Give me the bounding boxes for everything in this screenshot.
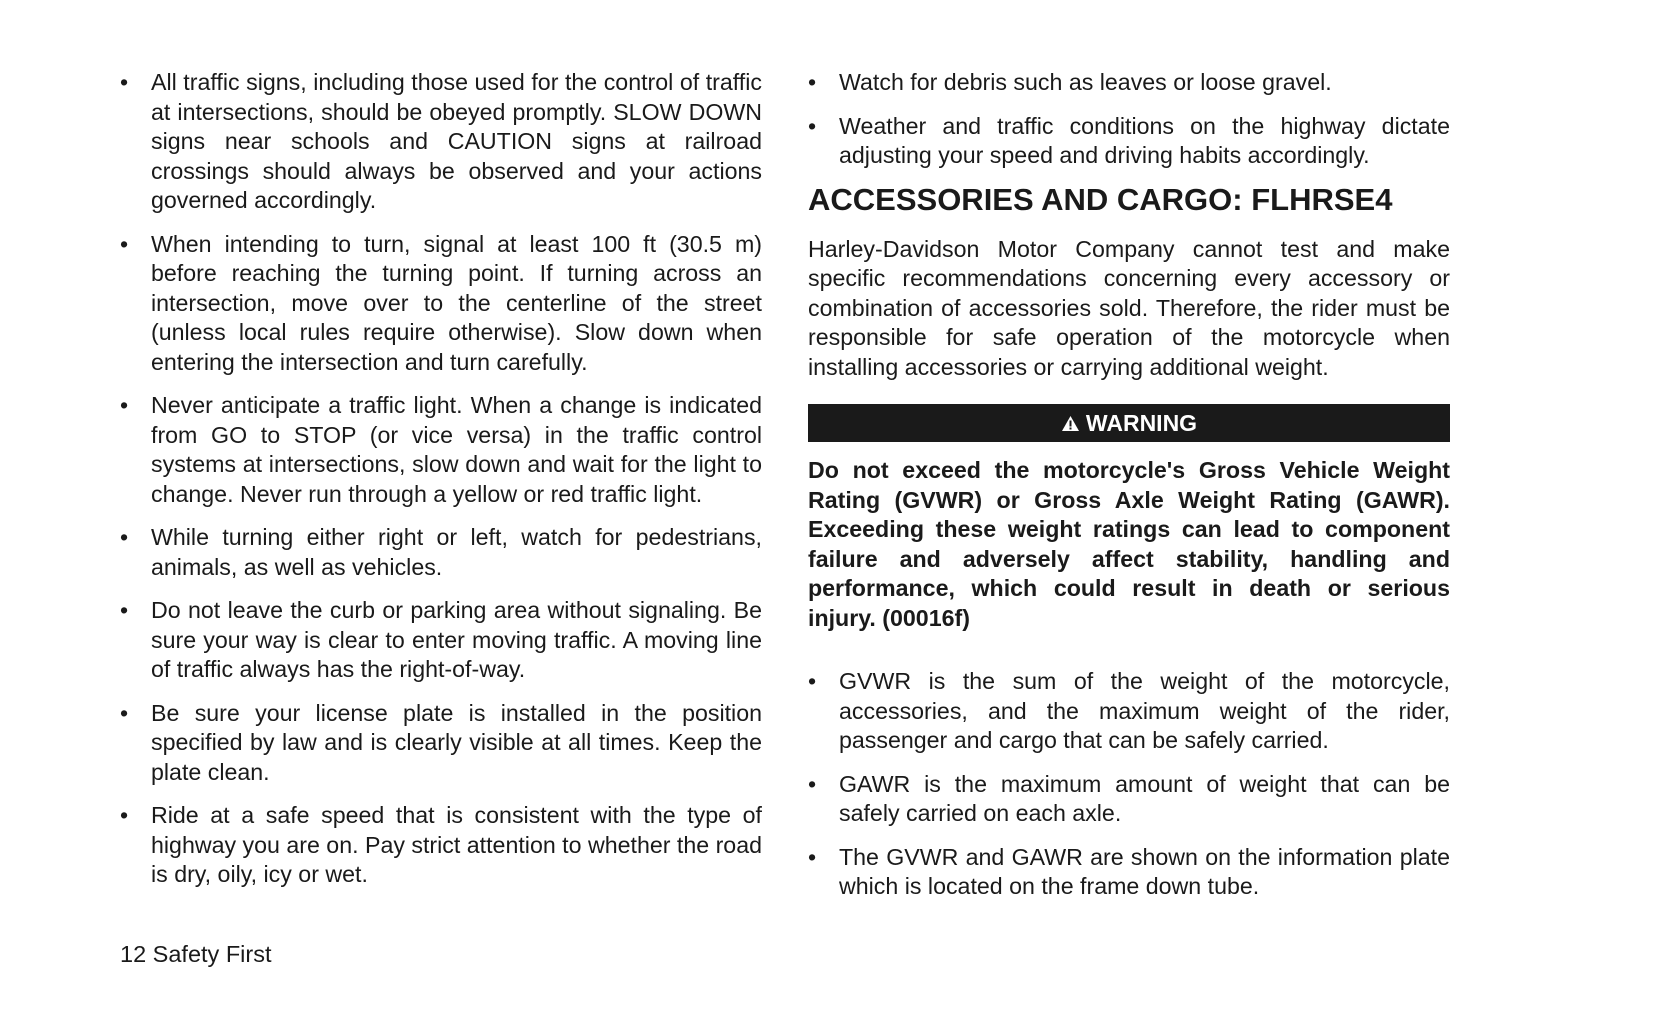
right-top-bullet-list — [808, 68, 1450, 171]
list-item — [120, 596, 762, 685]
page-footer: 12 Safety First — [120, 941, 272, 967]
list-item-text: All traffic signs, including those used for the control of traffic at intersections, should be obeyed promptly. SLOW DOWN signs near schools and CAUTION signs at railroad crossings should always be observed and your actions governed accordingly. — [151, 69, 762, 213]
list-item — [120, 801, 762, 890]
warning-text: Do not exceed the motorcycle's Gross Vehicle Weight Rating (GVWR) or Gross Axle Weight Rating (GAWR). Exceeding these weight ratings can lead to component failure and adversely affect stability, handling and performance, which could result in death or serious injury. (00016f) — [808, 457, 1450, 631]
section-heading: ACCESSORIES AND CARGO: FLHRSE4 — [808, 181, 1393, 217]
list-item-text: When intending to turn, signal at least 100 ft (30.5 m) before reaching the turning point. If turning across an intersection, move over to the centerline of the street (unless local rules require otherwise). Slow down when entering the intersection and turn carefully. — [151, 230, 762, 375]
left-column — [120, 68, 762, 904]
list-item-text: GAWR is the maximum amount of weight that can be safely carried on each axle. — [839, 770, 1450, 826]
list-item — [120, 699, 762, 788]
bullet-glyph: • — [120, 597, 129, 623]
warning-banner — [808, 404, 1450, 442]
list-item — [808, 770, 1450, 829]
left-bullet-list — [120, 68, 762, 890]
bullet-glyph: • — [120, 699, 129, 726]
bullet-glyph: • — [808, 770, 817, 797]
bullet-glyph: • — [808, 668, 817, 694]
list-item-text: Do not leave the curb or parking area without signaling. Be sure your way is clear to enter moving traffic. A moving line of traffic always has the right-of-way. — [151, 597, 762, 682]
bullet-glyph: • — [120, 802, 129, 828]
section-paragraph: Harley-Davidson Motor Company cannot test and make specific recommendations concerning every accessory or combination of accessories sold. Therefore, the rider must be responsible for safe operation of the motorcycle when installing accessories or carrying additional weight. — [808, 235, 1450, 380]
list-item — [808, 112, 1450, 171]
list-item — [808, 68, 1450, 98]
list-item-text: The GVWR and GAWR are shown on the information plate which is located on the frame down tube. — [839, 843, 1450, 899]
list-item-text: Never anticipate a traffic light. When a change is indicated from GO to STOP (or vice versa) in the traffic control systems at intersections, slow down and wait for the light to change. Never run through a yellow or red traffic light. — [151, 392, 762, 507]
right-bottom-bullet-list — [808, 667, 1450, 902]
bullet-glyph: • — [120, 392, 129, 418]
list-item — [120, 68, 762, 216]
right-column — [808, 68, 1450, 916]
bullet-glyph: • — [120, 230, 129, 257]
list-item-text: GVWR is the sum of the weight of the motorcycle, accessories, and the maximum weight of the rider, passenger and cargo that can be safely carried. — [839, 668, 1450, 753]
list-item-text: Ride at a safe speed that is consistent with the type of highway you are on. Pay strict attention to whether the road is dry, oily, icy or wet. — [151, 802, 762, 887]
bullet-glyph: • — [120, 524, 129, 550]
bullet-glyph: • — [120, 69, 129, 95]
list-item — [808, 667, 1450, 756]
list-item-text: Watch for debris such as leaves or loose gravel. — [839, 69, 1332, 95]
warning-label: WARNING — [1085, 409, 1198, 436]
list-item-text: Be sure your license plate is installed in the position specified by law and is clearly visible at all times. Keep the plate clean. — [151, 699, 762, 785]
warning-triangle-icon — [1061, 415, 1080, 432]
list-item — [120, 230, 762, 378]
bullet-glyph: • — [808, 112, 817, 139]
bullet-glyph: • — [808, 843, 817, 870]
list-item — [120, 523, 762, 582]
bullet-glyph: • — [808, 69, 817, 95]
list-item-text: While turning either right or left, watch for pedestrians, animals, as well as vehicles. — [151, 524, 762, 580]
list-item — [120, 391, 762, 509]
list-item — [808, 843, 1450, 902]
list-item-text: Weather and traffic conditions on the highway dictate adjusting your speed and driving habits accordingly. — [839, 112, 1450, 168]
